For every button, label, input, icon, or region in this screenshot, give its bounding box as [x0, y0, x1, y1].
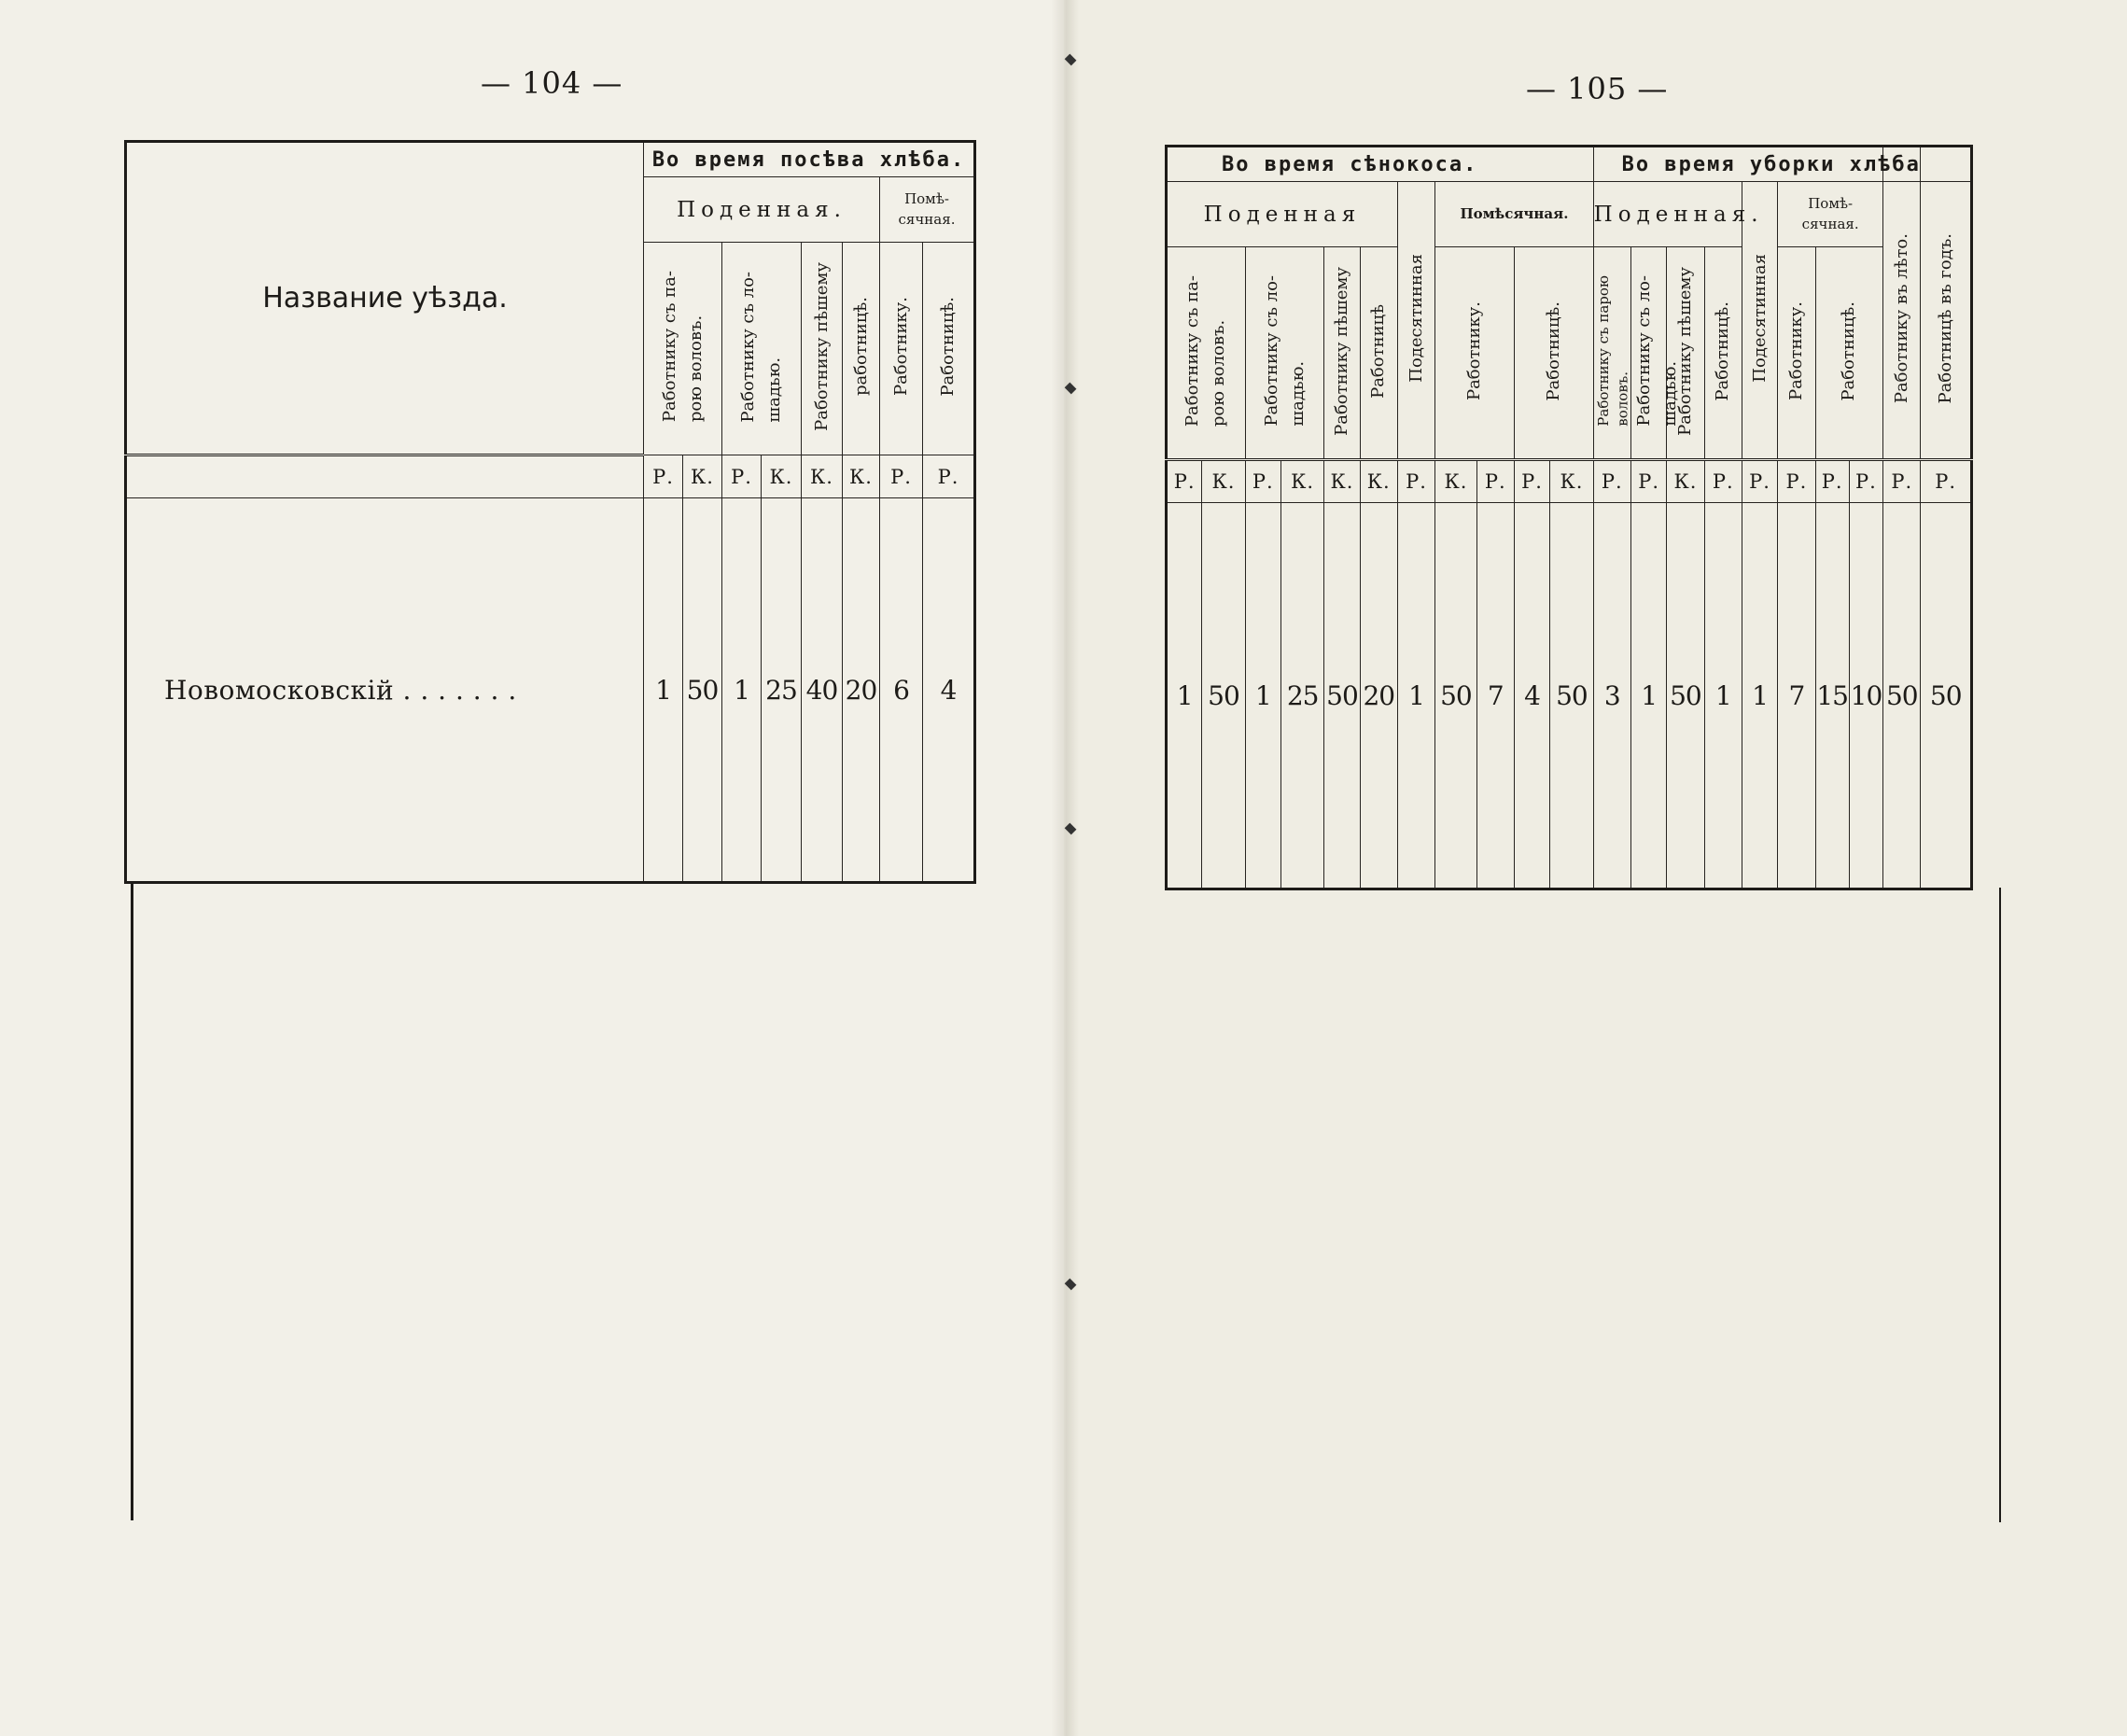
unit-label: Р. — [1593, 460, 1630, 503]
col-header: Работницѣ. — [1704, 247, 1742, 460]
value-cell: 50 — [1550, 503, 1593, 889]
value-cell: 15 — [1815, 503, 1849, 889]
subgroup-daily-hay: Поденная — [1167, 182, 1398, 247]
value-cell: 3 — [1593, 503, 1630, 889]
value-cell: 1 — [1704, 503, 1742, 889]
unit-label: Р. — [1815, 460, 1849, 503]
value-cell: 7 — [1778, 503, 1815, 889]
value-cell: 20 — [843, 498, 880, 883]
group-header-sowing: Во время посѣва хлѣба. — [644, 142, 975, 177]
book-gutter — [1051, 0, 1079, 1736]
value-cell: 40 — [802, 498, 843, 883]
value-cell: 50 — [1435, 503, 1476, 889]
value-cell: 50 — [1202, 503, 1245, 889]
col-header: Подесятинная — [1397, 182, 1434, 460]
group-header-haymaking: Во время сѣнокоса. — [1167, 147, 1594, 182]
blank-header — [1921, 147, 1972, 182]
subgroup-monthly: Помѣ- сячная. — [880, 177, 975, 243]
value-cell: 6 — [880, 498, 923, 883]
unit-label: Р. — [722, 455, 762, 498]
unit-label: Р. — [1514, 460, 1549, 503]
col-header: Работницѣ. — [1815, 247, 1883, 460]
left-wage-table — [124, 140, 976, 884]
unit-label: К. — [843, 455, 880, 498]
group-header-harvest: Во время уборки хлѣба — [1593, 147, 1882, 182]
unit-label: Р. — [1883, 460, 1921, 503]
value-cell: 50 — [1324, 503, 1360, 889]
value-cell: 1 — [1245, 503, 1280, 889]
col-header: Работнику пѣшему — [802, 243, 843, 455]
unit-label: Р. — [923, 455, 975, 498]
right-wage-table — [1165, 145, 1973, 890]
unit-label: Р. — [1630, 460, 1666, 503]
unit-row-spacer — [126, 455, 644, 498]
value-cell: 50 — [1883, 503, 1921, 889]
name-column-header: Название уѣзда. — [126, 142, 644, 455]
unit-label: Р. — [1245, 460, 1280, 503]
value-cell: 20 — [1360, 503, 1397, 889]
col-header: Работнику съ па- рою воловъ. — [1167, 247, 1246, 460]
col-header: Работнику пѣшему — [1324, 247, 1360, 460]
col-header: Работнику съ ло- шадью. — [722, 243, 802, 455]
col-header: Работницѣ — [1360, 247, 1397, 460]
unit-label: К. — [802, 455, 843, 498]
value-cell: 4 — [1514, 503, 1549, 889]
subgroup-monthly-hay: Помѣсячная. — [1435, 182, 1593, 247]
col-header: Работницѣ. — [1514, 247, 1593, 460]
col-header: работницѣ. — [843, 243, 880, 455]
left-margin-rule — [131, 881, 133, 1520]
col-header: Работнику съ па- рою воловъ. — [644, 243, 722, 455]
col-header: Работнику. — [880, 243, 923, 455]
subgroup-monthly-harvest: Помѣ- сячная. — [1778, 182, 1883, 247]
unit-label: Р. — [644, 455, 683, 498]
unit-label: Р. — [1849, 460, 1882, 503]
value-cell: 25 — [762, 498, 802, 883]
value-cell: 1 — [644, 498, 683, 883]
page-number-left: — 104 — — [481, 65, 623, 101]
unit-label: Р. — [1397, 460, 1434, 503]
col-header: Работнику пѣшему — [1667, 247, 1704, 460]
col-header: Работнику съ ло- шадью. — [1245, 247, 1324, 460]
value-cell: 1 — [1397, 503, 1434, 889]
value-cell: 50 — [1667, 503, 1704, 889]
unit-label: Р. — [1476, 460, 1514, 503]
value-cell: 7 — [1476, 503, 1514, 889]
unit-label: К. — [1324, 460, 1360, 503]
unit-label: Р. — [880, 455, 923, 498]
unit-label: Р. — [1704, 460, 1742, 503]
value-cell: 1 — [1742, 503, 1777, 889]
col-header: Работнику въ лѣто. — [1883, 182, 1921, 460]
unit-label: К. — [1280, 460, 1323, 503]
col-header: Работнику съ ло- шадью. — [1630, 247, 1666, 460]
col-header: Работнику. — [1778, 247, 1815, 460]
col-header: Работнику съ парою воловъ. — [1593, 247, 1630, 460]
unit-label: К. — [1202, 460, 1245, 503]
value-cell: 50 — [683, 498, 722, 883]
unit-label: К. — [1360, 460, 1397, 503]
col-header: Подесятинная — [1742, 182, 1777, 460]
unit-label: Р. — [1742, 460, 1777, 503]
subgroup-daily: Поденная. — [644, 177, 880, 243]
unit-label: К. — [683, 455, 722, 498]
col-header: Работницѣ. — [923, 243, 975, 455]
col-header: Работнику. — [1435, 247, 1515, 460]
unit-label: К. — [1435, 460, 1476, 503]
col-header: Работницѣ въ годъ. — [1921, 182, 1972, 460]
district-name: Новомосковскій . . . . . . . — [126, 498, 644, 883]
subgroup-daily-harvest: Поденная. — [1593, 182, 1742, 247]
unit-label: К. — [1667, 460, 1704, 503]
unit-label: Р. — [1778, 460, 1815, 503]
page-number-right: — 105 — — [1526, 71, 1669, 106]
value-cell: 1 — [1630, 503, 1666, 889]
value-cell: 25 — [1280, 503, 1323, 889]
value-cell: 4 — [923, 498, 975, 883]
value-cell: 10 — [1849, 503, 1882, 889]
right-margin-rule — [1999, 888, 2001, 1522]
value-cell: 1 — [1167, 503, 1202, 889]
value-cell: 50 — [1921, 503, 1972, 889]
value-cell: 1 — [722, 498, 762, 883]
unit-label: Р. — [1921, 460, 1972, 503]
unit-label: К. — [1550, 460, 1593, 503]
unit-label: К. — [762, 455, 802, 498]
unit-label: Р. — [1167, 460, 1202, 503]
